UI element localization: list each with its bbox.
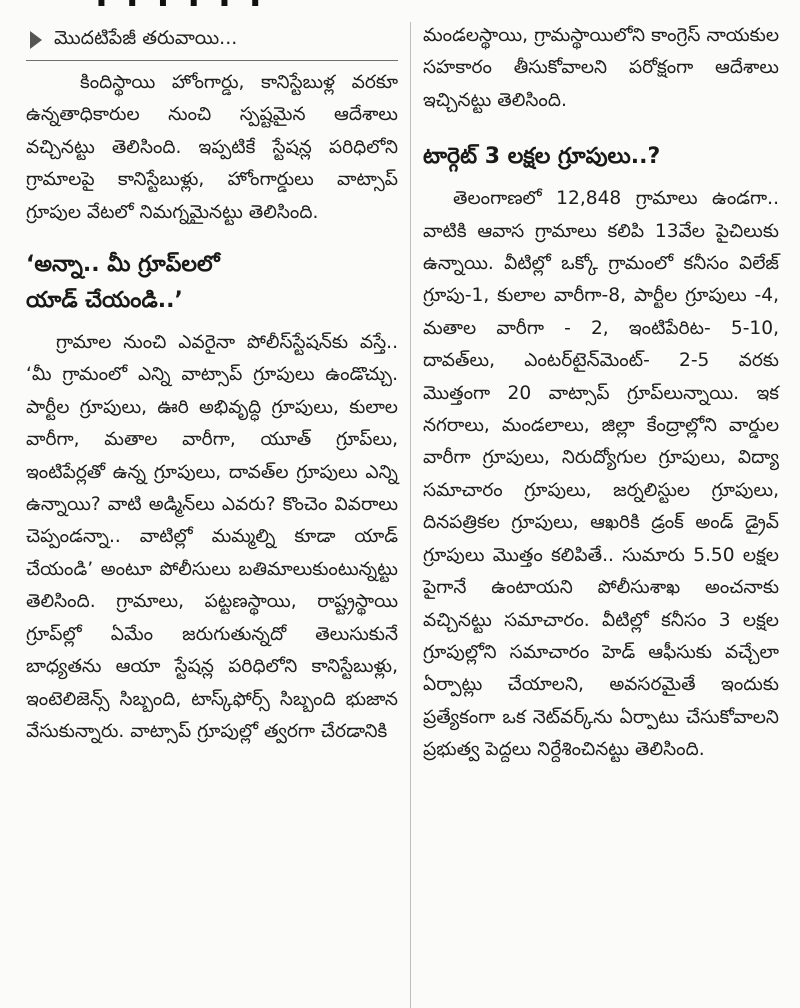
- right-column: [423, 20, 779, 1008]
- left-paragraph-2: గ్రామాల నుంచి ఎవరైనా పోలీస్‌స్టేషన్‌కు వస్తే.. ‘మీ గ్రామంలో ఎన్ని వాట్సాప్ గ్రూపులు ఉండొచ్చు. పార్టీల గ్రూపులు, ఊరి అభివృద్ధి గ్రూపులు, కులాల వారీగా, మతాల వారీగా, యూత్ గ్రూప్‌లు, ఇంటిపేర్లతో ఉన్న గ్రూపులు, దావత్‌ల గ్రూపులు ఎన్ని ఉన్నాయి? వాటి అడ్మిన్‌లు ఎవరు? కొంచెం వివరాలు చెప్పండన్నా.. వాటిల్లో మమ్మల్ని కూడా యాడ్ చేయండి’ అంటూ పోలీసులు బతిమాలుకుంటున్నట్టు తెలిసింది. గ్రామాలు, పట్టణస్థాయి, రాష్ట్రస్థాయి గ్రూప్‌ల్లో ఏమేం జరుగుతున్నదో తెలుసుకునే బాధ్యతను ఆయా స్టేషన్ల పరిధిలోని కానిస్టేబుళ్లు, ఇంటెలిజెన్స్ సిబ్బంది, టాస్క్‌ఫోర్స్ సిబ్బంది భుజాన వేసుకున్నారు. వాట్సాప్ గ్రూపుల్లో త్వరగా చేరడానికి: [26, 332, 398, 742]
- cut-off-headline: [0, 0, 800, 14]
- left-subheading: [26, 247, 398, 319]
- kicker-text: మొదటిపేజీ తరువాయి...: [54, 26, 238, 49]
- left-subheading-line-2: యాడ్ చేయండి..’: [26, 288, 183, 314]
- continuation-kicker: [26, 20, 398, 61]
- left-subheading-line-1: ‘అన్నా.. మీ గ్రూప్‌లలో: [26, 252, 220, 278]
- arrow-right-icon: [30, 31, 42, 49]
- right-paragraph-2: తెలంగాణలో 12,848 గ్రామాలు ఉండగా.. వాటికి ఆవాస గ్రామాలు కలిపి 13వేల పైచిలుకు ఉన్నాయి. వీటిల్లో ఒక్కో గ్రామంలో కనీసం విలేజ్ గ్రూపు-1, కులాల వారీగా-8, పార్టీల గ్రూపులు -4, మతాల వారీగా - 2, ఇంటిపేరిట- 5-10, దావత్‌లు, ఎంటర్‌టైన్‌మెంట్- 2-5 వరకు మొత్తంగా 20 వాట్సాప్ గ్రూప్‌లున్నాయి. ఇక నగరాలు, మండలాలు, జిల్లా కేంద్రాల్లోని వార్డుల వారీగా గ్రూపులు, నిరుద్యోగుల గ్రూపులు, విద్యా సమాచారం గ్రూపులు, జర్నలిస్టుల గ్రూపులు, దినపత్రికల గ్రూపులు, ఆఖరికి డ్రంక్ అండ్ డ్రైవ్ గ్రూపులు మొత్తం కలిపితే.. సుమారు 5.50 లక్షల పైగానే ఉంటాయని పోలీసుశాఖ అంచనాకు వచ్చినట్టు సమాచారం. వీటిల్లో కనీసం 3 లక్షల గ్రూపుల్లోని సమాచారం హెడ్ ఆఫీసుకు వచ్చేలా ఏర్పాట్లు చేయాలని, అవసరమైతే ఇందుకు ప్రత్యేకంగా ఒక నెట్‌వర్క్‌ను ఏర్పాటు చేసుకోవాలని ప్రభుత్వ పెద్దలు నిర్దేశించినట్టు తెలిసింది.: [423, 188, 779, 761]
- right-paragraph-1: మండలస్థాయి, గ్రామస్థాయిలోని కాంగ్రెస్ నాయకుల సహకారం తీసుకోవాలని పరోక్షంగా ఆదేశాలు ఇచ్చినట్టు తెలిసింది.: [423, 25, 779, 111]
- left-column: [26, 20, 398, 1008]
- right-subheading: టార్గెట్ 3 లక్షల గ్రూపులు..?: [423, 144, 661, 170]
- left-paragraph-1: కిందిస్థాయి హోంగార్డు, కానిస్టేబుళ్ల వరకూ ఉన్నతాధికారుల నుంచి స్పష్టమైన ఆదేశాలు వచ్చినట్టు తెలిసింది. ఇప్పటికే స్టేషన్ల పరిధిలోని గ్రామాలపై కానిస్టేబుళ్లు, హోంగార్డులు వాట్సాప్ గ్రూపుల వేటలో నిమగ్నమైనట్టు తెలిసింది.: [26, 72, 398, 223]
- column-divider: [410, 22, 411, 1008]
